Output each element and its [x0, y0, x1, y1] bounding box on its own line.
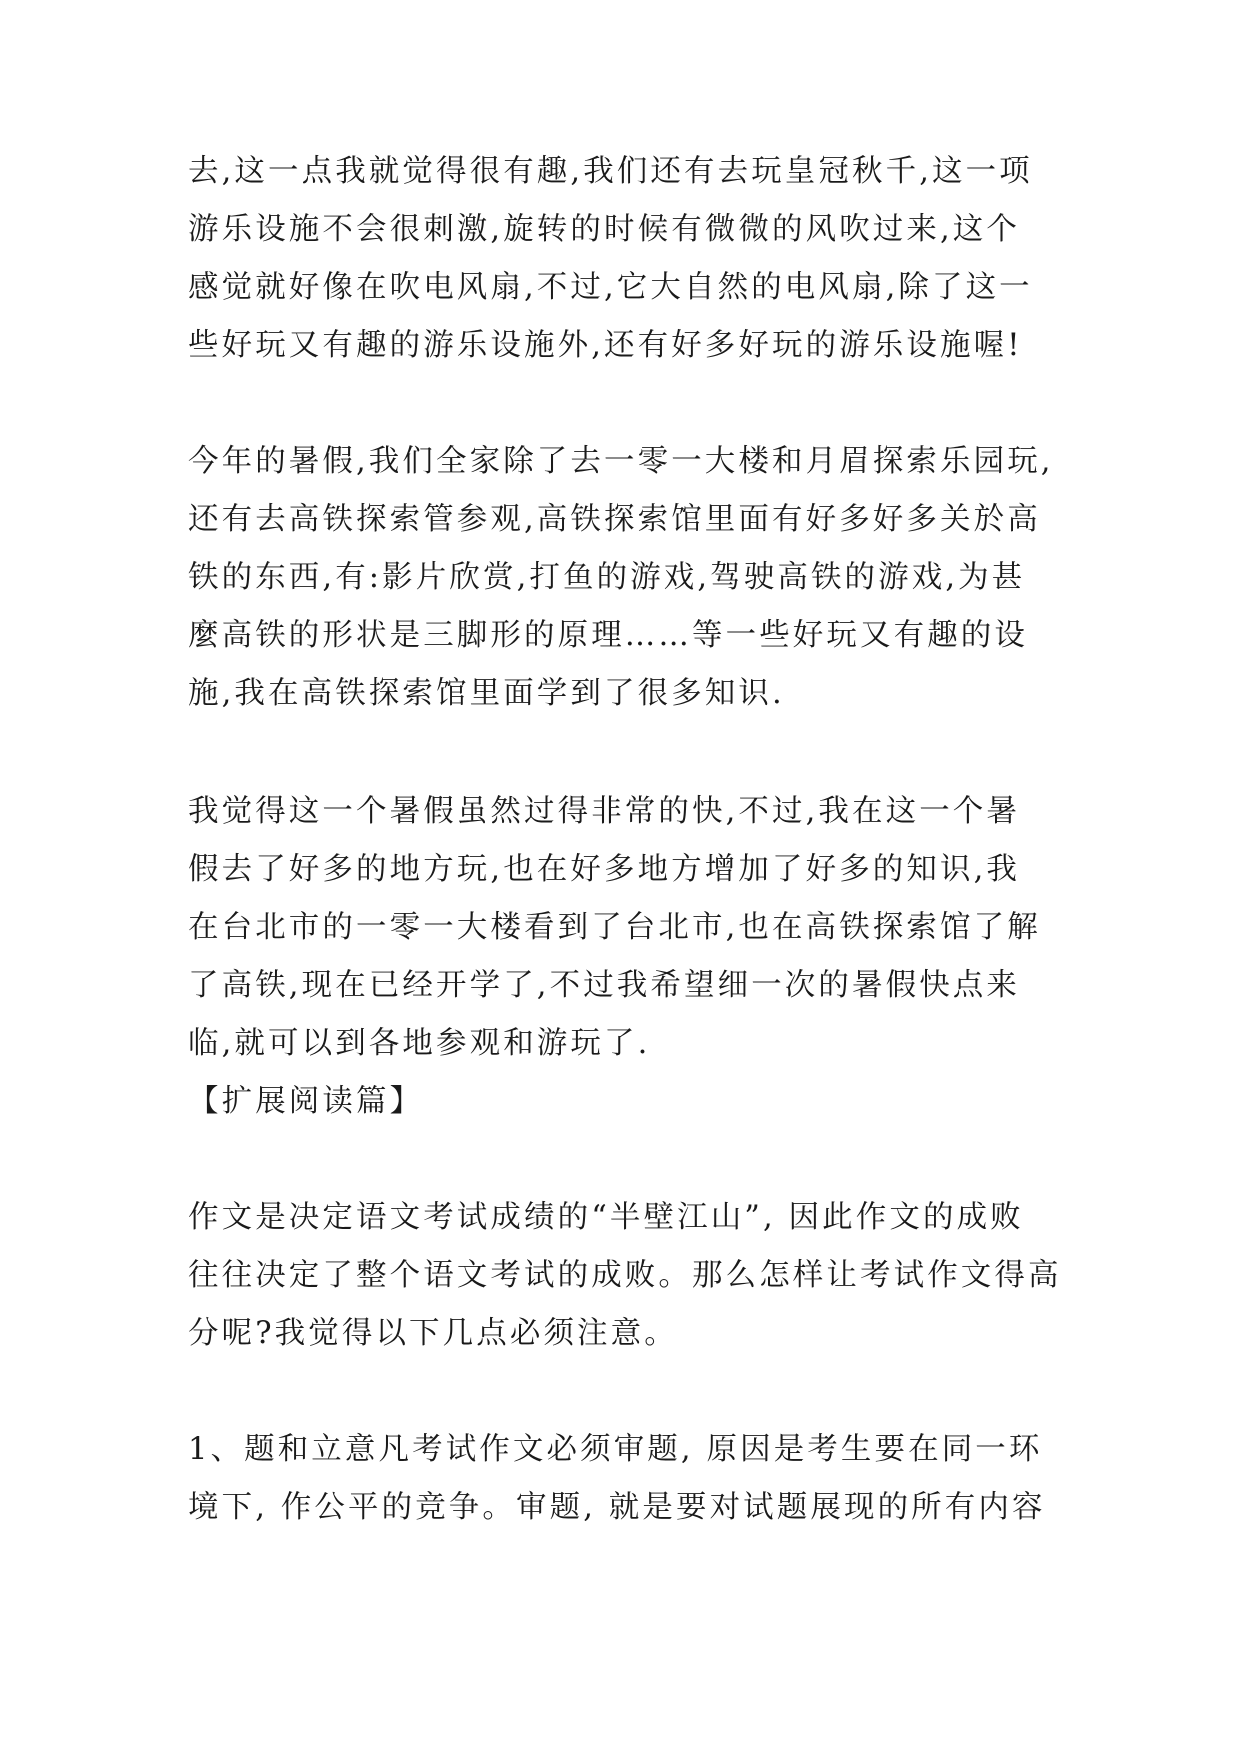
paragraph-4-line-1: 作文是决定语文考试成绩的“半壁江山”, 因此作文的成败	[188, 1200, 1024, 1235]
paragraph-1-line-2: 游乐设施不会很刺激,旋转的时候有微微的风吹过来,这个	[188, 212, 1020, 247]
paragraph-3-line-3: 在台北市的一零一大楼看到了台北市,也在高铁探索馆了解	[188, 910, 1041, 945]
paragraph-3-line-4: 了高铁,现在已经开学了,不过我希望细一次的暑假快点来	[188, 968, 1020, 1003]
paragraph-3-line-5: 临,就可以到各地参观和游玩了.	[188, 1026, 651, 1061]
paragraph-2-line-1: 今年的暑假,我们全家除了去一零一大楼和月眉探索乐园玩,	[188, 444, 1054, 479]
paragraph-2-line-2: 还有去高铁探索管参观,高铁探索馆里面有好多好多关於高	[188, 502, 1041, 537]
paragraph-2-line-4: 麼高铁的形状是三脚形的原理……等一些好玩又有趣的设	[188, 618, 1028, 653]
paragraph-4-line-3: 分呢?我觉得以下几点必须注意。	[188, 1316, 678, 1351]
paragraph-2-line-5: 施,我在高铁探索馆里面学到了很多知识.	[188, 676, 785, 711]
paragraph-5-line-1: 1、题和立意凡考试作文必须审题, 原因是考生要在同一环	[188, 1432, 1043, 1467]
paragraph-1-line-1: 去,这一点我就觉得很有趣,我们还有去玩皇冠秋千,这一项	[188, 154, 1033, 189]
paragraph-2-line-3: 铁的东西,有:影片欣赏,打鱼的游戏,驾驶高铁的游戏,为甚	[188, 560, 1026, 595]
paragraph-5-line-2: 境下, 作公平的竞争。审题, 就是要对试题展现的所有内容	[188, 1490, 1046, 1525]
paragraph-1-line-4: 些好玩又有趣的游乐设施外,还有好多好玩的游乐设施喔!	[188, 328, 1023, 363]
section-heading: 【扩展阅读篇】	[188, 1084, 424, 1119]
paragraph-1-line-3: 感觉就好像在吹电风扇,不过,它大自然的电风扇,除了这一	[188, 270, 1033, 305]
paragraph-3-line-2: 假去了好多的地方玩,也在好多地方增加了好多的知识,我	[188, 852, 1020, 887]
paragraph-3-line-1: 我觉得这一个暑假虽然过得非常的快,不过,我在这一个暑	[188, 794, 1020, 829]
paragraph-4-line-2: 往往决定了整个语文考试的成败。那么怎样让考试作文得高	[188, 1258, 1062, 1293]
